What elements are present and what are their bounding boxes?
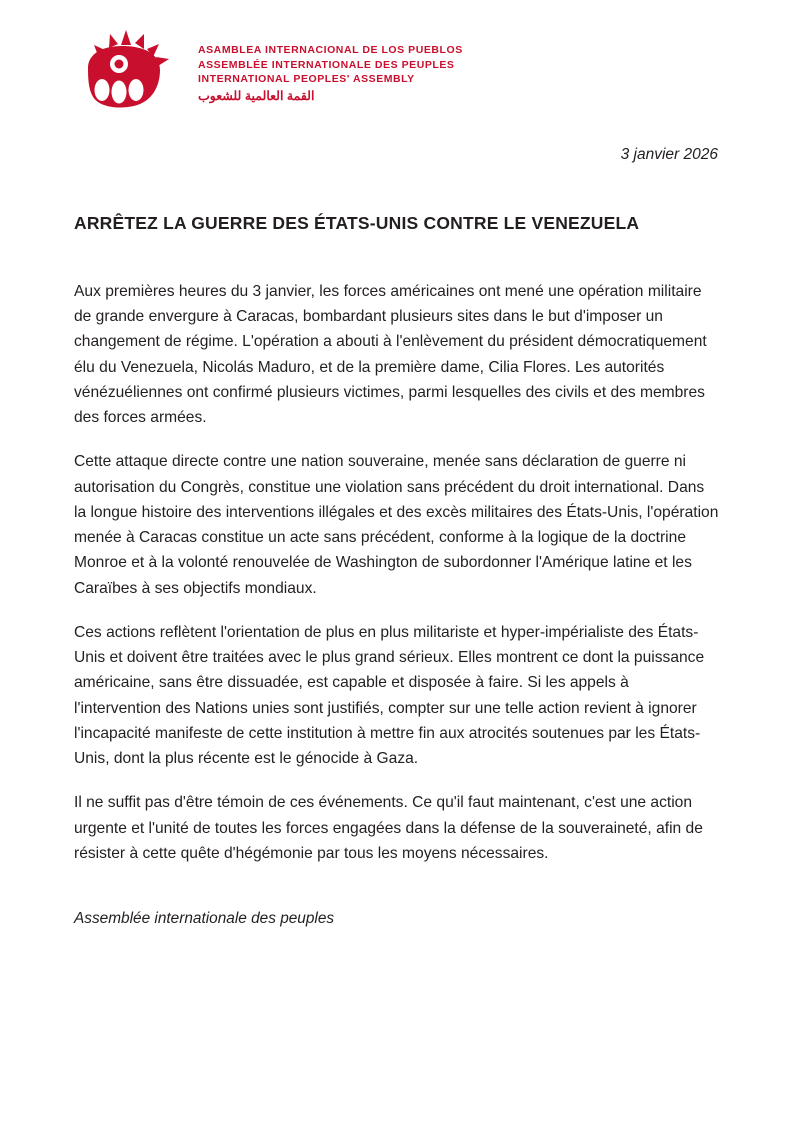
letterhead <box>74 28 463 114</box>
paragraph: Aux premières heures du 3 janvier, les forces américaines ont mené une opération militaire de grande envergure à Caracas, bombardant plusieurs sites dans le but d'imposer un changement de régime. L'opération a abouti à l'enlèvement du président démocratiquement élu du Venezuela, Nicolás Maduro, et de la première dame, Cilia Flores. Les autorités vénézuéliennes ont confirmé plusieurs victimes, parmi lesquelles des civils et des membres des forces armées. <box>74 282 707 426</box>
logo-line-ar: القمة العالمية للشعوب <box>198 88 315 103</box>
paragraph: Il ne suffit pas d'être témoin de ces événements. Ce qu'il faut maintenant, c'est une action urgente et l'unité de toutes les forces engagées dans la défense de la souveraineté, afin de résister à cette quête d'hégémonie par tous les moyens nécessaires. <box>74 794 703 862</box>
logo-wordmark <box>198 38 463 103</box>
logo-line-fr: ASSEMBLÉE INTERNATIONALE DES PEUPLES <box>198 58 455 71</box>
logo-line-en: INTERNATIONAL PEOPLES' ASSEMBLY <box>198 73 415 86</box>
page-title: ARRÊTEZ LA GUERRE DES ÉTATS-UNIS CONTRE LE VENEZUELA <box>74 213 640 233</box>
logo-line-es: ASAMBLEA INTERNACIONAL DE LOS PUEBLOS <box>198 44 463 57</box>
paragraph: Cette attaque directe contre une nation souveraine, menée sans déclaration de guerre ni autorisation du Congrès, constitue une violation sans précédent du droit international. Dans la longue histoire des interventions illégales et des excès militaires des États-Unis, l'opération menée à Caracas constitue un acte sans précédent, conforme à la logique de la doctrine Monroe et à la volonté renouvelée de Washington de subordonner l'Amérique latine et les Caraïbes à ses objectifs mondiaux. <box>74 453 719 597</box>
signature: Assemblée internationale des peuples <box>74 910 335 927</box>
document-body <box>74 212 720 928</box>
paragraph: Ces actions reflètent l'orientation de plus en plus militariste et hyper-impérialiste des États-Unis et doivent être traitées avec le plus grand sérieux. Elles montrent ce dont la puissance américaine, sans être dissuadée, est capable et disposée à faire. Si les appels à l'intervention des Nations unies sont justifiés, compter sur une telle action revient à ignorer l'incapacité manifeste de cette institution à mettre fin aux atrocités soutenues par les États-Unis, dont la plus récente est le génocide à Gaza. <box>74 623 705 767</box>
ipa-sun-fist-logo-icon <box>74 28 184 114</box>
document-date: 3 janvier 2026 <box>620 146 718 163</box>
